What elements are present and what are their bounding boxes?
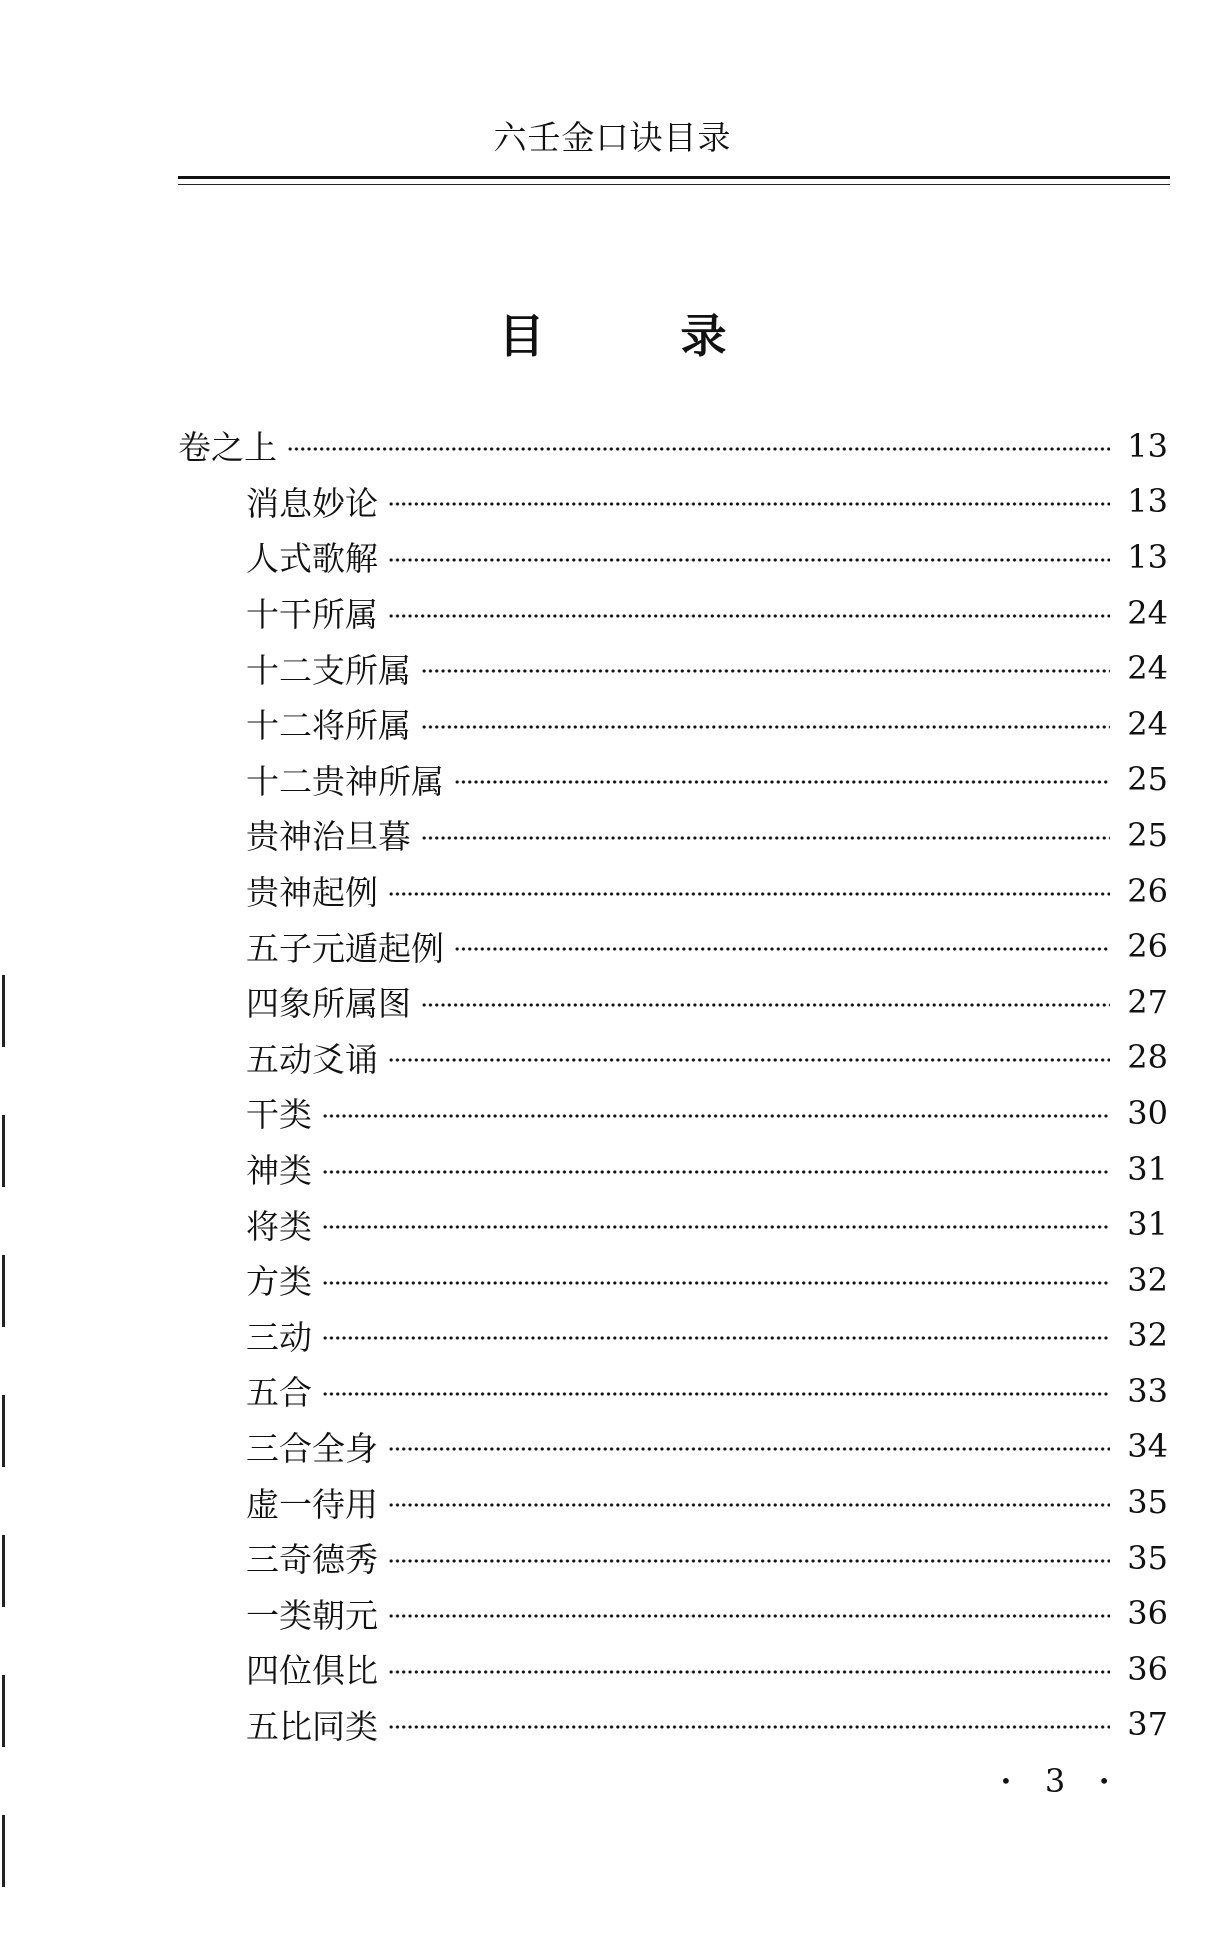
folio-bullet-left: • [1000, 1769, 1012, 1793]
dot-leader [322, 1170, 1110, 1174]
toc-entry-label: 人式歌解 [246, 539, 378, 579]
toc-entry-label: 十二贵神所属 [246, 761, 444, 801]
toc-entry-label: 三合全身 [246, 1428, 378, 1468]
toc-entry-page: 36 [1127, 1649, 1168, 1688]
toc-entry-page: 25 [1127, 760, 1168, 799]
toc-entry[interactable] [178, 1585, 1168, 1641]
toc-entry-page: 30 [1127, 1093, 1168, 1132]
scan-edge-mark [2, 1395, 5, 1467]
toc-entry-label: 方类 [246, 1262, 312, 1302]
toc-entry-label: 四象所属图 [246, 984, 411, 1024]
toc-entry-label: 虚一待用 [246, 1484, 378, 1524]
dot-leader [388, 502, 1110, 506]
toc-entry-page: 31 [1127, 1205, 1168, 1244]
toc-entry-page: 33 [1127, 1371, 1168, 1410]
toc-entry-label: 卷之上 [178, 428, 277, 468]
dot-leader [322, 1225, 1110, 1229]
toc-entry-page: 13 [1127, 482, 1168, 521]
toc-entry[interactable] [178, 752, 1168, 808]
dot-leader [322, 1392, 1110, 1396]
dot-leader [421, 1003, 1110, 1007]
toc-entry-label: 五比同类 [246, 1706, 378, 1746]
scan-edge-mark [2, 1255, 5, 1327]
toc-entry-label: 一类朝元 [246, 1595, 378, 1635]
scan-edge-mark [2, 975, 5, 1047]
dot-leader [388, 1559, 1110, 1563]
toc-list [178, 418, 1168, 1752]
toc-entry-label: 贵神治旦暮 [246, 817, 411, 857]
toc-entry[interactable] [178, 1641, 1168, 1697]
toc-entry-page: 32 [1127, 1316, 1168, 1355]
toc-entry-label: 四位俱比 [246, 1651, 378, 1691]
toc-entry-label: 干类 [246, 1095, 312, 1135]
dot-leader [388, 1058, 1110, 1062]
toc-entry-page: 28 [1127, 1038, 1168, 1077]
toc-entry-label: 贵神起例 [246, 873, 378, 913]
header-rule-thin [178, 184, 1170, 185]
toc-entry-label: 十二支所属 [246, 650, 411, 690]
dot-leader [287, 447, 1110, 451]
toc-entry[interactable] [178, 1697, 1168, 1753]
dot-leader [388, 1670, 1110, 1674]
dot-leader [322, 1114, 1110, 1118]
dot-leader [388, 614, 1110, 618]
header-rule-thick [178, 176, 1170, 179]
toc-entry[interactable] [178, 474, 1168, 530]
toc-entry[interactable] [178, 1141, 1168, 1197]
toc-entry[interactable] [178, 1085, 1168, 1141]
toc-entry-page: 31 [1127, 1149, 1168, 1188]
toc-entry-page: 35 [1127, 1538, 1168, 1577]
dot-leader [454, 780, 1110, 784]
dot-leader [322, 1336, 1110, 1340]
dot-leader [388, 1447, 1110, 1451]
dot-leader [421, 725, 1110, 729]
dot-leader [388, 1503, 1110, 1507]
toc-entry-page: 24 [1127, 593, 1168, 632]
dot-leader [421, 669, 1110, 673]
toc-entry-page: 25 [1127, 815, 1168, 854]
toc-entry-page: 26 [1127, 927, 1168, 966]
toc-entry-label: 三奇德秀 [246, 1540, 378, 1580]
folio-bullet-right: • [1098, 1769, 1110, 1793]
dot-leader [421, 836, 1110, 840]
toc-entry-label: 三动 [246, 1317, 312, 1357]
toc-entry-page: 24 [1127, 649, 1168, 688]
dot-leader [388, 892, 1110, 896]
toc-entry[interactable] [178, 1363, 1168, 1419]
scan-edge-mark [2, 1535, 5, 1607]
toc-entry[interactable] [178, 807, 1168, 863]
toc-entry[interactable] [178, 585, 1168, 641]
toc-entry[interactable] [178, 918, 1168, 974]
toc-entry-page: 35 [1127, 1483, 1168, 1522]
toc-entry[interactable] [178, 1308, 1168, 1364]
toc-entry-page: 34 [1127, 1427, 1168, 1466]
scan-edge-mark [2, 1115, 5, 1187]
toc-entry[interactable] [178, 974, 1168, 1030]
scan-edge-mark [2, 1675, 5, 1747]
dot-leader [322, 1281, 1110, 1285]
toc-entry-page: 32 [1127, 1260, 1168, 1299]
page-number: 3 [1044, 1762, 1066, 1800]
toc-title: 目 录 [498, 309, 787, 363]
scan-edge-mark [2, 1815, 5, 1887]
toc-entry-label: 五合 [246, 1373, 312, 1413]
toc-entry-page: 26 [1127, 871, 1168, 910]
toc-entry[interactable] [178, 1252, 1168, 1308]
toc-entry-page: 37 [1127, 1705, 1168, 1744]
toc-entry-page: 36 [1127, 1594, 1168, 1633]
toc-entry-label: 神类 [246, 1151, 312, 1191]
toc-entry[interactable] [178, 1030, 1168, 1086]
toc-entry[interactable] [178, 696, 1168, 752]
page-folio [1000, 1762, 1110, 1800]
toc-entry[interactable] [178, 1419, 1168, 1475]
toc-entry-label: 五动爻诵 [246, 1039, 378, 1079]
toc-entry[interactable] [178, 863, 1168, 919]
toc-entry-label: 十二将所属 [246, 706, 411, 746]
running-head: 六壬金口诀目录 [493, 118, 732, 157]
dot-leader [454, 947, 1110, 951]
toc-entry-label: 消息妙论 [246, 483, 378, 523]
toc-entry-label: 十干所属 [246, 595, 378, 635]
toc-entry-label: 将类 [246, 1206, 312, 1246]
toc-entry[interactable] [178, 1474, 1168, 1530]
toc-entry-label: 五子元遁起例 [246, 928, 444, 968]
toc-entry-page: 24 [1127, 704, 1168, 743]
toc-entry-page: 13 [1127, 426, 1168, 465]
toc-entry[interactable] [178, 1196, 1168, 1252]
dot-leader [388, 1614, 1110, 1618]
toc-entry-volume[interactable] [178, 418, 1168, 474]
toc-entry-page: 27 [1127, 982, 1168, 1021]
toc-entry[interactable] [178, 1530, 1168, 1586]
dot-leader [388, 1725, 1110, 1729]
toc-entry[interactable] [178, 640, 1168, 696]
toc-entry-page: 13 [1127, 537, 1168, 576]
dot-leader [388, 558, 1110, 562]
toc-entry[interactable] [178, 529, 1168, 585]
